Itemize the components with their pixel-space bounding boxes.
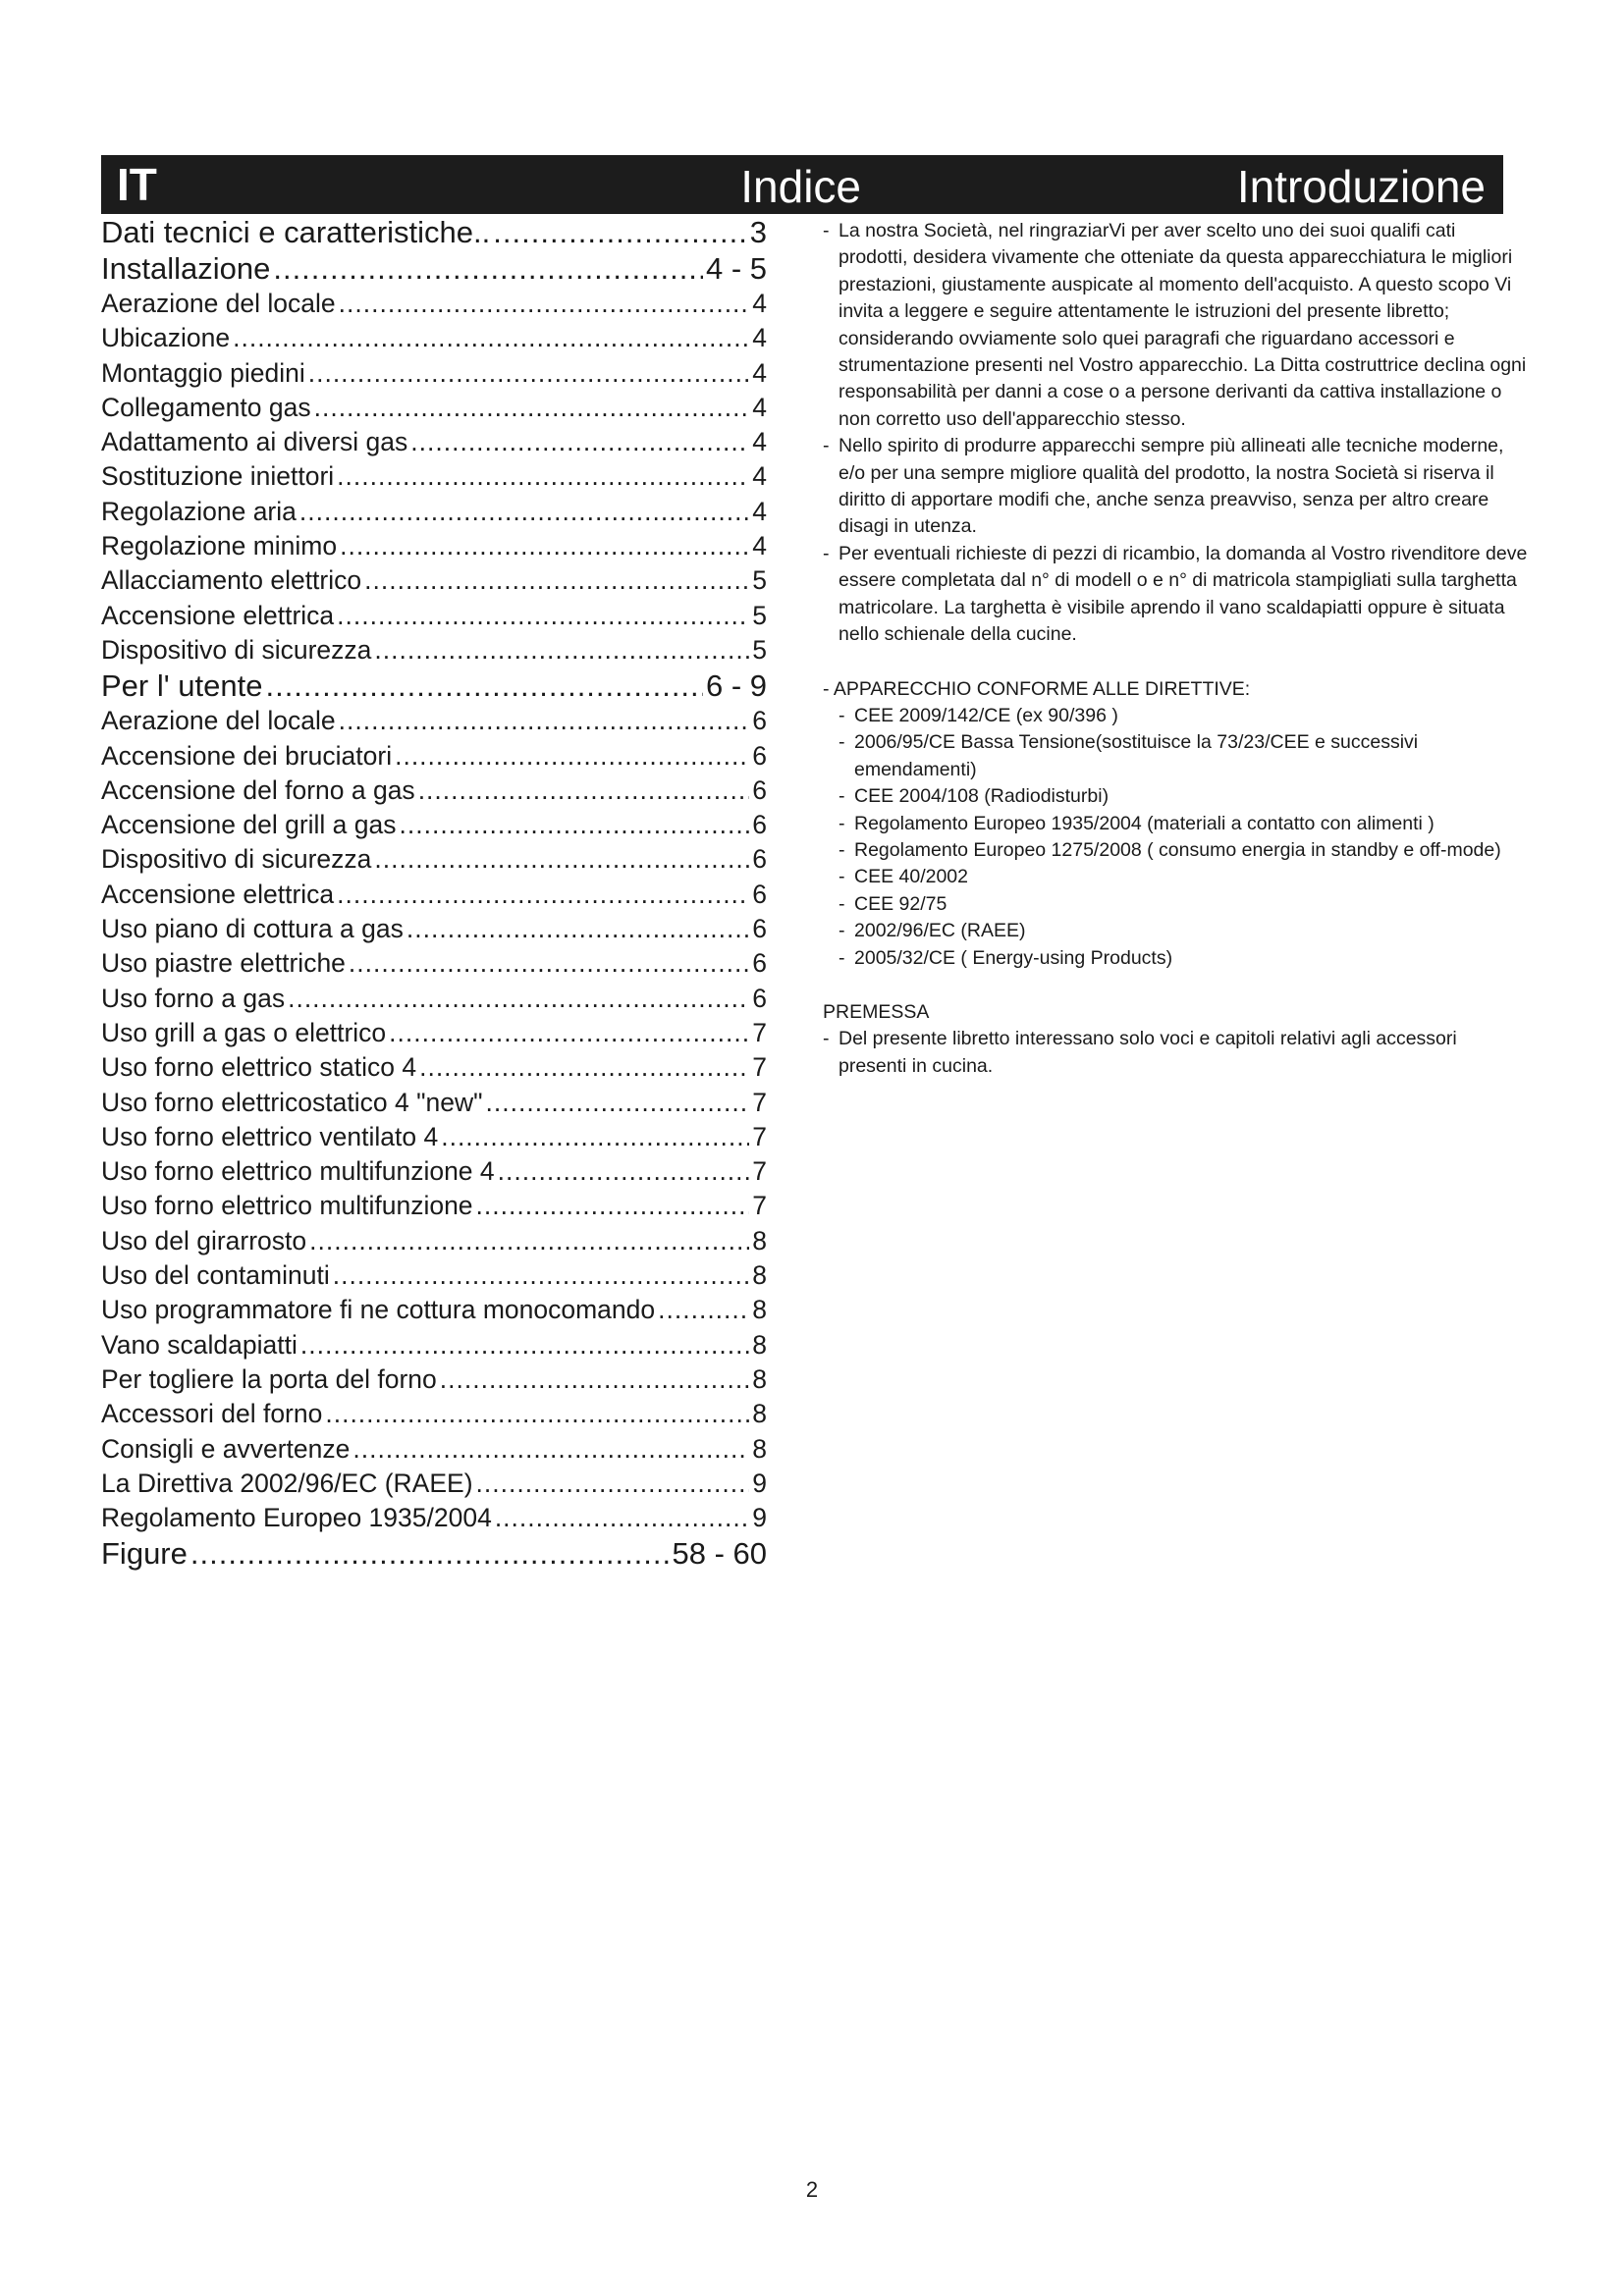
toc-entry-page: 3 [749, 215, 767, 249]
toc-entry-label: Uso forno elettricostatico 4 "new" [101, 1087, 483, 1117]
toc-entry [101, 912, 767, 946]
table-of-contents [101, 214, 767, 1572]
toc-entry-page: 6 [752, 948, 767, 979]
toc-dot-leader [349, 946, 749, 981]
toc-dot-leader [486, 1086, 750, 1120]
toc-entry-label: Adattamento ai diversi gas [101, 427, 408, 457]
toc-dot-leader [339, 287, 750, 321]
toc-entry [101, 391, 767, 425]
intro-paragraph: - Nello spirito di produrre apparecchi sempre più allineati alle tecniche moderne, e/o per una sempre migliore qualità del prodotto, la nostra Società si riserva il diritto di apportare modifi che, anche senza preavviso, senza per altro creare disagi in utenza. [823, 433, 1530, 541]
toc-entry-page: 4 [752, 531, 767, 561]
toc-dot-leader [337, 878, 749, 912]
toc-dot-leader [352, 1432, 749, 1467]
toc-entry-label: Uso piano di cottura a gas [101, 914, 404, 944]
toc-entry [101, 1501, 767, 1535]
toc-entry [101, 1120, 767, 1154]
toc-entry-label: Uso forno elettrico multifunzione [101, 1191, 473, 1221]
toc-entry [101, 1432, 767, 1467]
toc-dot-leader [418, 774, 750, 808]
toc-dot-leader [308, 356, 750, 391]
toc-entry [101, 946, 767, 981]
toc-entry-page: 7 [752, 1191, 767, 1221]
toc-entry-label: Accensione del grill a gas [101, 810, 397, 840]
directive-item: - CEE 2004/108 (Radiodisturbi) [823, 783, 1530, 810]
toc-entry-label: Per l' utente [101, 668, 263, 704]
toc-entry-label: Figure [101, 1536, 188, 1572]
toc-entry-label: Collegamento gas [101, 392, 311, 422]
toc-entry-label: Dispositivo di sicurezza [101, 634, 372, 665]
language-code: IT [117, 159, 157, 210]
toc-entry-page: 9 [752, 1503, 767, 1533]
introduction-column [823, 218, 1530, 1080]
toc-dot-leader [441, 1120, 749, 1154]
toc-entry-page: 6 [752, 740, 767, 771]
toc-dot-leader [288, 982, 749, 1016]
toc-entry-page: 7 [752, 1156, 767, 1187]
toc-entry-page: 4 [752, 323, 767, 353]
toc-entry-label: Consigli e avvertenze [101, 1433, 351, 1464]
toc-entry-label: Aerazione del locale [101, 289, 336, 318]
toc-entry-page: 6 [752, 810, 767, 840]
toc-entry [101, 425, 767, 459]
directive-item: - 2002/96/EC (RAEE) [823, 918, 1530, 944]
toc-dot-leader [374, 633, 749, 667]
toc-entry-label: Uso forno elettrico statico 4 [101, 1052, 417, 1083]
toc-entry-label: Vano scaldapiatti [101, 1329, 298, 1360]
toc-dot-leader [410, 425, 749, 459]
toc-entry [101, 878, 767, 912]
toc-entry-page: 6 [752, 983, 767, 1013]
toc-entry [101, 739, 767, 774]
toc-dot-leader [337, 459, 749, 494]
toc-entry [101, 633, 767, 667]
toc-entry-label: Dispositivo di sicurezza [101, 844, 372, 875]
toc-entry [101, 982, 767, 1016]
toc-dot-leader [658, 1293, 749, 1327]
toc-entry-label: Per togliere la porta del forno [101, 1363, 437, 1394]
toc-entry [101, 459, 767, 494]
toc-entry [101, 808, 767, 842]
toc-entry [101, 1258, 767, 1293]
toc-entry-label: Regolazione minimo [101, 531, 338, 561]
toc-entry-label: Uso grill a gas o elettrico [101, 1017, 387, 1047]
toc-entry-page: 6 [752, 706, 767, 736]
toc-entry-page: 4 [752, 496, 767, 526]
toc-entry [101, 529, 767, 563]
toc-dot-leader [389, 1016, 749, 1050]
toc-entry-page: 7 [752, 1052, 767, 1083]
toc-entry [101, 1397, 767, 1431]
toc-dot-leader [190, 1535, 670, 1572]
toc-entry-page: 8 [752, 1363, 767, 1394]
toc-entry-label: Uso forno a gas [101, 983, 286, 1013]
toc-entry [101, 1189, 767, 1223]
toc-entry [101, 356, 767, 391]
toc-entry-page: 9 [752, 1468, 767, 1498]
toc-entry-page: 6 [752, 774, 767, 805]
toc-dot-leader [340, 529, 749, 563]
toc-entry-page: 5 [752, 634, 767, 665]
toc-entry-label: Dati tecnici e caratteristiche.. [101, 215, 491, 249]
directive-item: - 2006/95/CE Bassa Tensione(sostituisce la 73/23/CEE e successivi emendamenti) [823, 729, 1530, 783]
toc-entry [101, 287, 767, 321]
toc-entry [101, 774, 767, 808]
toc-entry-label: Accensione del forno a gas [101, 774, 415, 805]
toc-entry-label: Montaggio piedini [101, 357, 305, 388]
toc-entry-label: Uso programmatore fi ne cottura monocomando [101, 1295, 656, 1325]
toc-dot-leader [309, 1224, 749, 1258]
toc-entry [101, 1467, 767, 1501]
toc-entry [101, 1154, 767, 1189]
toc-entry-page: 7 [752, 1017, 767, 1047]
toc-entry [101, 1362, 767, 1397]
toc-entry-label: Uso forno elettrico ventilato 4 [101, 1121, 439, 1151]
toc-dot-leader [406, 912, 749, 946]
toc-entry-label: Uso del girarrosto [101, 1225, 307, 1255]
toc-entry [101, 563, 767, 598]
directive-item: - CEE 2009/142/CE (ex 90/396 ) [823, 703, 1530, 729]
toc-dot-leader [325, 1397, 749, 1431]
toc-entry [101, 842, 767, 877]
toc-entry-page: 4 - 5 [705, 251, 767, 286]
premessa-title: PREMESSA [823, 1000, 930, 1023]
toc-dot-leader [339, 704, 750, 738]
index-title: Indice [740, 161, 861, 212]
directive-item: - 2005/32/CE ( Energy-using Products) [823, 945, 1530, 972]
intro-paragraph: - La nostra Società, nel ringraziarVi per aver scelto uno dei suoi qualifi cati prodotti, desidera vivamente che otteniate da questa apparecchiatura le migliori prestazioni, giustamente auspicate al momento dell'acquisto. A questo scopo Vi invita a leggere e seguire attentamente le istruzioni del presente libretto; considerando ovviamente solo quei paragrafi che riguardano accessori e strumentazione presenti nel Vostro apparecchio. La Ditta costruttrice declina ogni responsabilità per danni a cose o a persone derivanti da cattiva installazione o non corretto uso dell'apparecchio stesso. [823, 218, 1530, 433]
toc-entry-label: Accensione elettrica [101, 600, 335, 630]
toc-dot-leader [476, 1189, 750, 1223]
toc-entry-page: 4 [752, 461, 767, 492]
toc-entry [101, 1016, 767, 1050]
toc-dot-leader [233, 321, 749, 355]
toc-entry-label: Allacciamento elettrico [101, 565, 362, 596]
toc-entry-page: 6 [752, 879, 767, 909]
toc-entry-page: 8 [752, 1260, 767, 1291]
toc-entry-label: Aerazione del locale [101, 706, 336, 736]
toc-entry [101, 495, 767, 529]
directive-item: - Regolamento Europeo 1275/2008 ( consumo energia in standby e off-mode) [823, 837, 1530, 864]
toc-entry-page: 6 [752, 914, 767, 944]
directive-item: - CEE 40/2002 [823, 864, 1530, 890]
toc-entry-label: Uso forno elettrico multifunzione 4 [101, 1156, 495, 1187]
toc-dot-leader [440, 1362, 749, 1397]
toc-dot-leader [476, 1467, 750, 1501]
toc-entry-label: Accensione dei bruciatori [101, 740, 393, 771]
toc-dot-leader [300, 1328, 749, 1362]
toc-entry-label: Uso piastre elettriche [101, 948, 346, 979]
toc-entry-label: Regolazione aria [101, 496, 297, 526]
toc-entry-page: 4 [752, 357, 767, 388]
section-header-bar [101, 155, 1503, 214]
toc-dot-leader [314, 391, 750, 425]
toc-dot-leader [265, 667, 703, 704]
toc-dot-leader [498, 1154, 750, 1189]
toc-dot-leader [364, 563, 749, 598]
toc-entry-label: Uso del contaminuti [101, 1260, 330, 1291]
toc-dot-leader [333, 1258, 750, 1293]
directives-title: - APPARECCHIO CONFORME ALLE DIRETTIVE: [823, 677, 1251, 700]
toc-entry-label: Installazione [101, 251, 271, 286]
toc-dot-leader [493, 214, 746, 250]
toc-entry [101, 1086, 767, 1120]
toc-entry [101, 250, 767, 287]
toc-dot-leader [273, 250, 703, 287]
toc-entry [101, 1050, 767, 1085]
page-number: 2 [805, 2177, 819, 2202]
toc-entry-page: 58 - 60 [672, 1536, 767, 1572]
toc-entry-page: 4 [752, 392, 767, 422]
toc-entry-page: 8 [752, 1329, 767, 1360]
toc-entry [101, 1293, 767, 1327]
directive-item: - Regolamento Europeo 1935/2004 (materiali a contatto con alimenti ) [823, 811, 1530, 837]
toc-dot-leader [400, 808, 750, 842]
toc-entry [101, 321, 767, 355]
toc-entry-label: Sostituzione iniettori [101, 461, 335, 492]
toc-dot-leader [419, 1050, 749, 1085]
toc-entry [101, 1224, 767, 1258]
toc-entry-label: Accessori del forno [101, 1399, 323, 1429]
directive-item: - CEE 92/75 [823, 891, 1530, 918]
toc-entry [101, 667, 767, 704]
toc-dot-leader [337, 599, 749, 633]
toc-entry-page: 4 [752, 427, 767, 457]
toc-entry-page: 6 [752, 844, 767, 875]
toc-dot-leader [395, 739, 749, 774]
toc-entry-page: 5 [752, 565, 767, 596]
toc-dot-leader [495, 1501, 749, 1535]
toc-entry-page: 8 [752, 1433, 767, 1464]
toc-entry-label: La Direttiva 2002/96/EC (RAEE) [101, 1468, 473, 1498]
toc-entry-page: 5 [752, 600, 767, 630]
toc-entry-page: 8 [752, 1399, 767, 1429]
toc-entry-page: 7 [752, 1121, 767, 1151]
toc-entry [101, 704, 767, 738]
introduction-title: Introduzione [1236, 161, 1486, 212]
premessa-text: - Del presente libretto interessano solo voci e capitoli relativi agli accessori presenti in cucina. [823, 1026, 1530, 1080]
toc-entry-page: 4 [752, 289, 767, 318]
toc-entry [101, 1328, 767, 1362]
toc-dot-leader [374, 842, 749, 877]
toc-entry [101, 214, 767, 250]
toc-entry-label: Regolamento Europeo 1935/2004 [101, 1503, 492, 1533]
toc-entry-page: 8 [752, 1225, 767, 1255]
toc-entry-label: Ubicazione [101, 323, 231, 353]
toc-entry-label: Accensione elettrica [101, 879, 335, 909]
toc-dot-leader [299, 495, 749, 529]
toc-entry-page: 8 [752, 1295, 767, 1325]
intro-paragraph: - Per eventuali richieste di pezzi di ricambio, la domanda al Vostro rivenditore deve essere completata dal n° di modell o e n° di matricola stampigliati sulla targhetta matricolare. La targhetta è visibile aprendo il vano scaldapiatti oppure è situata nello schienale della cucine. [823, 541, 1530, 649]
toc-entry [101, 599, 767, 633]
toc-entry-page: 7 [752, 1087, 767, 1117]
directives-list [823, 703, 1530, 972]
toc-entry [101, 1535, 767, 1572]
toc-entry-page: 6 - 9 [705, 668, 767, 704]
